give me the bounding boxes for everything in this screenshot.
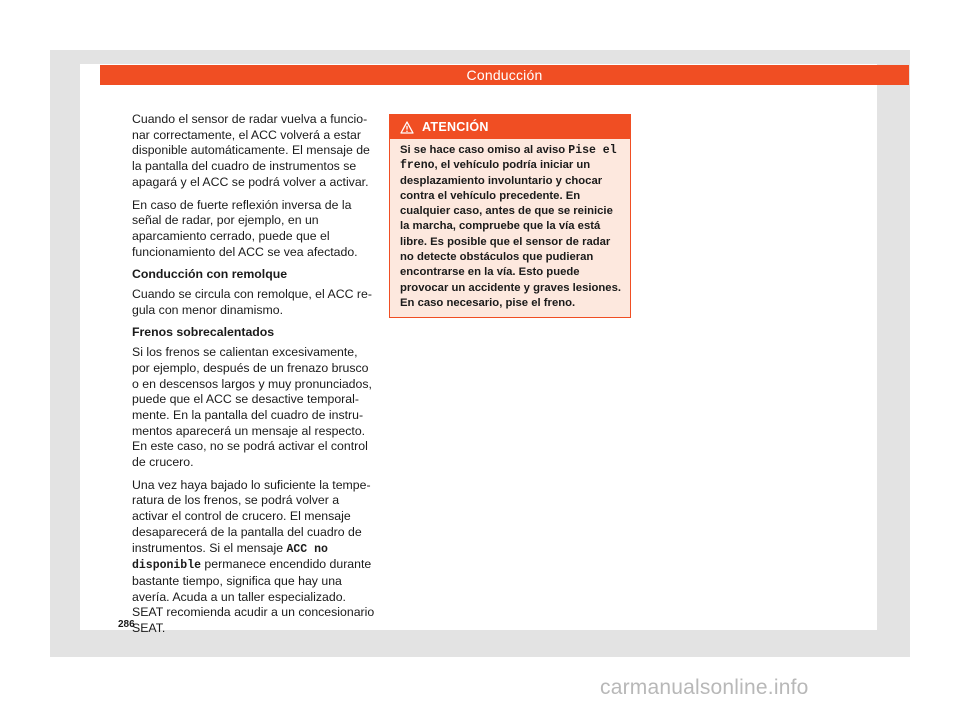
display-message-code: ACC no disponible bbox=[132, 542, 328, 573]
page-content bbox=[80, 64, 877, 636]
heading-overheated-brakes: Frenos sobrecalentados bbox=[132, 325, 275, 340]
page-frame bbox=[50, 50, 910, 657]
watermark: carmanualsonline.info bbox=[600, 676, 809, 699]
paragraph-radar-restored: Cuando el sensor de radar vuelva a funcionar correctamente, el ACC volverá a estar disponible automáticamente. El mensaje de la pantalla del cuadro de instrumentos se apagará y el ACC se podrá volver a activar. bbox=[132, 112, 370, 189]
warning-text-before: Si se hace caso omiso al aviso bbox=[400, 144, 569, 156]
warning-triangle-icon bbox=[400, 121, 414, 134]
warning-header bbox=[390, 115, 630, 139]
paragraph-text-after: permanece encendido durante bastante tiempo, significa que hay una avería. Acuda a un taller especializado. SEAT recomienda acudir a un concesionario SEAT. bbox=[132, 557, 375, 636]
page-number: 286 bbox=[118, 619, 135, 630]
warning-text-after: , el vehículo podría iniciar un desplazamiento involuntario y chocar contra el vehículo precedente. En cualquier caso, antes de que se reinicie la marcha, compruebe que la vía está libre. Es posible que el sensor de radar no detecte obstáculos que pudieran encontrarse en la vía. Esto puede provocar un accidente y graves lesiones. En caso necesario, pise el freno. bbox=[400, 159, 622, 309]
section-header: Conducción bbox=[100, 65, 909, 85]
paragraph-trailer: Cuando se circula con remolque, el ACC regula con menor dinamismo. bbox=[132, 287, 372, 317]
paragraph-text-before: Una vez haya bajado lo suficiente la temperatura de los frenos, se podrá volver a activar el control de crucero. El mensaje desaparecerá de la pantalla del cuadro de instrumentos. Si el mensaje bbox=[132, 477, 371, 555]
paragraph-radar-reflection: En caso de fuerte reflexión inversa de la señal de radar, por ejemplo, en un aparcamiento cerrado, puede que el funcionamiento del ACC se vea afectado. bbox=[132, 197, 358, 259]
warning-box bbox=[389, 114, 631, 318]
heading-trailer: Conducción con remolque bbox=[132, 267, 288, 282]
paragraph-brakes-hot: Si los frenos se calientan excesivamente, por ejemplo, después de un frenazo brusco o en descensos largos y muy pronunciados, puede que el ACC se desactive temporalmente. En la pantalla del cuadro de instrumentos aparecerá un mensaje al respecto. En este caso, no se podrá activar el control de crucero. bbox=[132, 345, 372, 470]
main-text-column bbox=[132, 112, 376, 644]
paragraph-brakes-cooled bbox=[132, 478, 376, 637]
warning-message-code: Pise el freno bbox=[400, 144, 617, 173]
warning-title: ATENCIÓN bbox=[422, 120, 489, 134]
warning-text bbox=[390, 139, 630, 317]
